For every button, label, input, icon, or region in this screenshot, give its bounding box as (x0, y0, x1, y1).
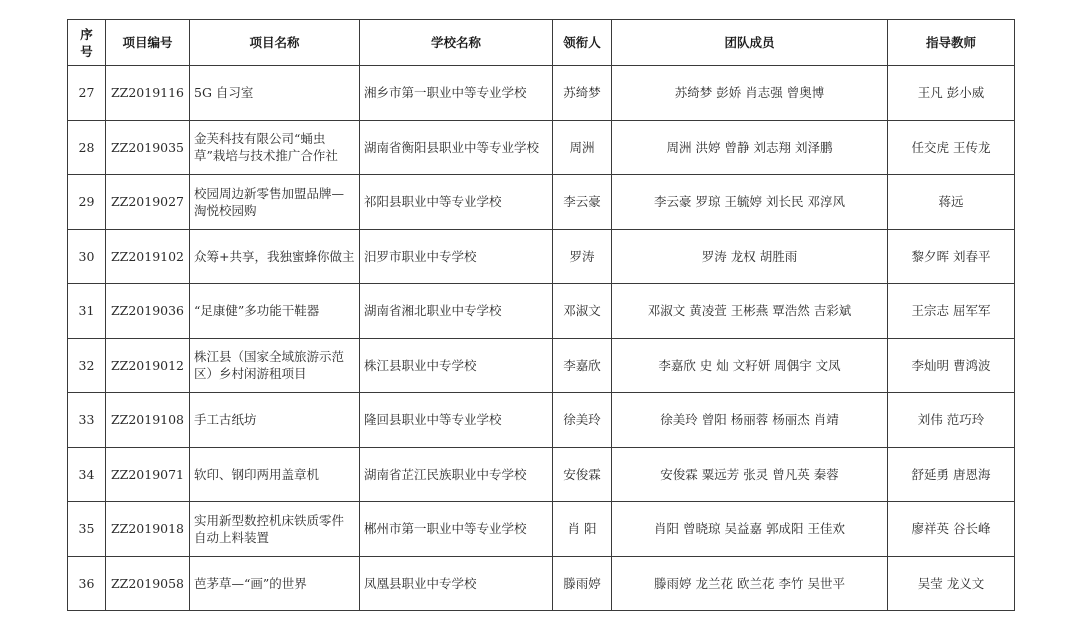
cell-school: 湖南省衡阳县职业中等专业学校 (360, 120, 553, 175)
table-row (68, 393, 1015, 448)
header-code: 项目编号 (106, 20, 190, 66)
cell-name: 株江县（国家全域旅游示范区）乡村闲游租项目 (190, 338, 360, 393)
cell-seq: 36 (68, 556, 106, 611)
table-row (68, 338, 1015, 393)
cell-code: ZZ2019027 (106, 175, 190, 230)
table-row (68, 175, 1015, 230)
cell-leader: 肖 阳 (553, 502, 612, 557)
cell-members: 李云豪 罗琼 王毓婷 刘长民 邓淳风 (612, 175, 888, 230)
table-row (68, 502, 1015, 557)
cell-seq: 28 (68, 120, 106, 175)
cell-name: 校园周边新零售加盟品牌—淘悦校园购 (190, 175, 360, 230)
cell-advisors: 蒋远 (888, 175, 1015, 230)
header-advisors: 指导教师 (888, 20, 1015, 66)
cell-members: 肖阳 曾晓琼 吴益嘉 郭成阳 王佳欢 (612, 502, 888, 557)
cell-members: 滕雨婷 龙兰花 欧兰花 李竹 吴世平 (612, 556, 888, 611)
cell-advisors: 王凡 彭小威 (888, 66, 1015, 121)
cell-members: 李嘉欣 史 灿 文籽妍 周偶宇 文凤 (612, 338, 888, 393)
cell-code: ZZ2019058 (106, 556, 190, 611)
header-school: 学校名称 (360, 20, 553, 66)
cell-school: 湖南省芷江民族职业中专学校 (360, 447, 553, 502)
cell-advisors: 王宗志 屈军军 (888, 284, 1015, 339)
cell-members: 周洲 洪婷 曾静 刘志翔 刘泽鹏 (612, 120, 888, 175)
cell-seq: 32 (68, 338, 106, 393)
cell-school: 祁阳县职业中等专业学校 (360, 175, 553, 230)
cell-code: ZZ2019018 (106, 502, 190, 557)
cell-seq: 27 (68, 66, 106, 121)
cell-name: 5G 自习室 (190, 66, 360, 121)
cell-leader: 罗涛 (553, 229, 612, 284)
cell-code: ZZ2019071 (106, 447, 190, 502)
cell-school: 凤凰县职业中专学校 (360, 556, 553, 611)
cell-school: 汨罗市职业中专学校 (360, 229, 553, 284)
cell-members: 徐美玲 曾阳 杨丽蓉 杨丽杰 肖靖 (612, 393, 888, 448)
cell-school: 湖南省湘北职业中专学校 (360, 284, 553, 339)
cell-seq: 34 (68, 447, 106, 502)
cell-school: 株江县职业中专学校 (360, 338, 553, 393)
cell-members: 罗涛 龙权 胡胜雨 (612, 229, 888, 284)
header-members: 团队成员 (612, 20, 888, 66)
cell-name: 手工古纸坊 (190, 393, 360, 448)
table-row (68, 120, 1015, 175)
cell-members: 苏绮梦 彭娇 肖志强 曾奥博 (612, 66, 888, 121)
cell-advisors: 任交虎 王传龙 (888, 120, 1015, 175)
cell-leader: 李云豪 (553, 175, 612, 230)
project-table (67, 19, 1015, 611)
cell-name: 芭茅草—“画”的世界 (190, 556, 360, 611)
cell-leader: 安俊霖 (553, 447, 612, 502)
cell-name: “足康健”多功能干鞋器 (190, 284, 360, 339)
cell-seq: 33 (68, 393, 106, 448)
cell-leader: 周洲 (553, 120, 612, 175)
cell-name: 众筹+共享，我独蜜蜂你做主 (190, 229, 360, 284)
cell-code: ZZ2019036 (106, 284, 190, 339)
cell-seq: 35 (68, 502, 106, 557)
cell-school: 隆回县职业中等专业学校 (360, 393, 553, 448)
table-row (68, 556, 1015, 611)
cell-advisors: 刘伟 范巧玲 (888, 393, 1015, 448)
header-row (68, 20, 1015, 66)
cell-advisors: 舒延勇 唐恩海 (888, 447, 1015, 502)
table-row (68, 284, 1015, 339)
table-row (68, 66, 1015, 121)
cell-name: 实用新型数控机床铁质零件自动上料装置 (190, 502, 360, 557)
cell-code: ZZ2019102 (106, 229, 190, 284)
cell-advisors: 李灿明 曹鸿波 (888, 338, 1015, 393)
header-seq: 序 号 (68, 20, 106, 66)
cell-leader: 徐美玲 (553, 393, 612, 448)
cell-advisors: 黎夕晖 刘春平 (888, 229, 1015, 284)
cell-advisors: 廖祥英 谷长峰 (888, 502, 1015, 557)
cell-leader: 滕雨婷 (553, 556, 612, 611)
cell-school: 湘乡市第一职业中等专业学校 (360, 66, 553, 121)
cell-code: ZZ2019108 (106, 393, 190, 448)
cell-code: ZZ2019035 (106, 120, 190, 175)
cell-name: 软印、钢印两用盖章机 (190, 447, 360, 502)
table-row (68, 229, 1015, 284)
header-leader: 领衔人 (553, 20, 612, 66)
cell-members: 安俊霖 粟远芳 张灵 曾凡英 秦蓉 (612, 447, 888, 502)
cell-seq: 29 (68, 175, 106, 230)
cell-advisors: 吴莹 龙义文 (888, 556, 1015, 611)
table-row (68, 447, 1015, 502)
cell-code: ZZ2019012 (106, 338, 190, 393)
cell-seq: 31 (68, 284, 106, 339)
cell-school: 郴州市第一职业中等专业学校 (360, 502, 553, 557)
cell-members: 邓淑文 黄凌萱 王彬燕 覃浩然 吉彩斌 (612, 284, 888, 339)
cell-leader: 邓淑文 (553, 284, 612, 339)
cell-leader: 李嘉欣 (553, 338, 612, 393)
cell-seq: 30 (68, 229, 106, 284)
cell-code: ZZ2019116 (106, 66, 190, 121)
header-name: 项目名称 (190, 20, 360, 66)
cell-name: 金芙科技有限公司“蛹虫草”栽培与技术推广合作社 (190, 120, 360, 175)
cell-leader: 苏绮梦 (553, 66, 612, 121)
